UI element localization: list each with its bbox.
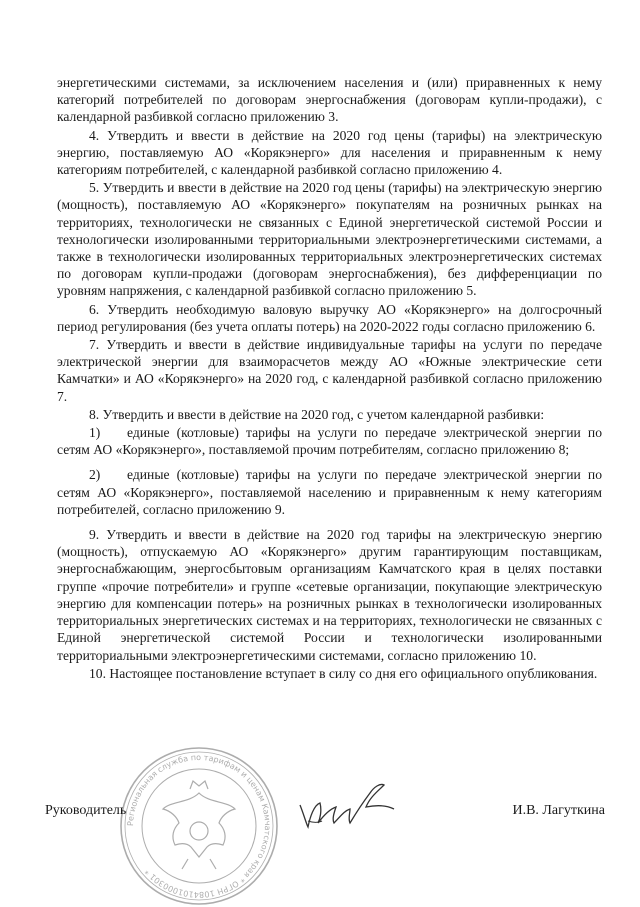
subitem-number: 2) xyxy=(89,467,101,483)
paragraph-5: 5. Утвердить и ввести в действие на 2020 год цены (тарифы) на электрическую энергию (мощность), поставляемую АО «Корякэнерго» покупателям на розничных рынках на территориях, технологически не связанных с Единой энергетической системой России и технологически изолированными территориальными электроэнергетическими системами, а также в технологически изолированных территориальных электроэнергетических системах по договорам купли-продажи (договорам энергоснабжения), без дифференциации по уровням напряжения, с календарной разбивкой согласно приложению 5. xyxy=(57,180,602,299)
signatory-position: Руководитель xyxy=(45,803,127,818)
paragraph-continuation: энергетическими системами, за исключением населения и (или) приравненных к нему категорий потребителей по договорам энергоснабжения (договорам купли-продажи), с календарной разбивкой согласно приложению 3. xyxy=(57,75,602,125)
paragraph-6: 6. Утвердить необходимую валовую выручку АО «Корякэнерго» на долгосрочный период регулирования (без учета оплаты потерь) на 2020-2022 годы согласно приложению 6. xyxy=(57,301,602,334)
document-body xyxy=(57,74,602,683)
subitem-2 xyxy=(57,466,602,518)
subitem-number: 1) xyxy=(89,425,101,441)
official-seal-icon xyxy=(118,745,280,907)
seal-ring-text: Региональная служба по тарифам и ценам Камчатского края * ОГРН 1084101000301 * xyxy=(125,752,273,900)
svg-text:Региональная служба по тарифам xyxy=(126,753,272,899)
signature-block xyxy=(45,802,605,826)
subitem-text: единые (котловые) тарифы на услуги по передаче электрической энергии по сетям АО «Корякэнерго», поставляемой прочим потребителям, согласно приложению 8; xyxy=(57,425,602,458)
paragraph-9: 9. Утвердить и ввести в действие на 2020 год тарифы на электрическую энергию (мощность), отпускаемую АО «Корякэнерго» другим гарантирующим поставщикам, энергоснабжающим, энергосбытовым организациям Камчатского края в целях поставки группе «прочие потребители» и группе «сетевые организации, покупающие электрическую энергию для компенсации потерь» на розничных рынках в технологически изолированных территориальных энергетических системах и на территориях, технологически не связанных с Единой энергетической системой России и технологически изолированными территориальными электроэнергетическими системами, согласно приложению 10. xyxy=(57,527,602,663)
subitem-1 xyxy=(57,424,602,458)
paragraph-10: 10. Настоящее постановление вступает в силу со дня его официального опубликования. xyxy=(89,665,598,681)
paragraph-7: 7. Утвердить и ввести в действие индивидуальные тарифы на услуги по передаче электрической энергии для взаиморасчетов между АО «Южные электрические сети Камчатки» и АО «Корякэнерго» на 2020 год, с календарной разбивкой согласно приложению 7. xyxy=(57,337,602,404)
subitem-text: единые (котловые) тарифы на услуги по передаче электрической энергии по сетям АО «Корякэнерго», поставляемой населению и приравненным к нему категориям потребителей, согласно приложению 9. xyxy=(57,467,602,517)
paragraph-4: 4. Утвердить и ввести в действие на 2020 год цены (тарифы) на электрическую энергию, поставляемую АО «Корякэнерго» для населения и приравненным к нему категориям потребителей, с календарной разбивкой согласно приложению 4. xyxy=(57,127,602,178)
paragraph-8: 8. Утвердить и ввести в действие на 2020 год, с учетом календарной разбивки: xyxy=(89,406,545,422)
signatory-name: И.В. Лагуткина xyxy=(512,803,605,818)
